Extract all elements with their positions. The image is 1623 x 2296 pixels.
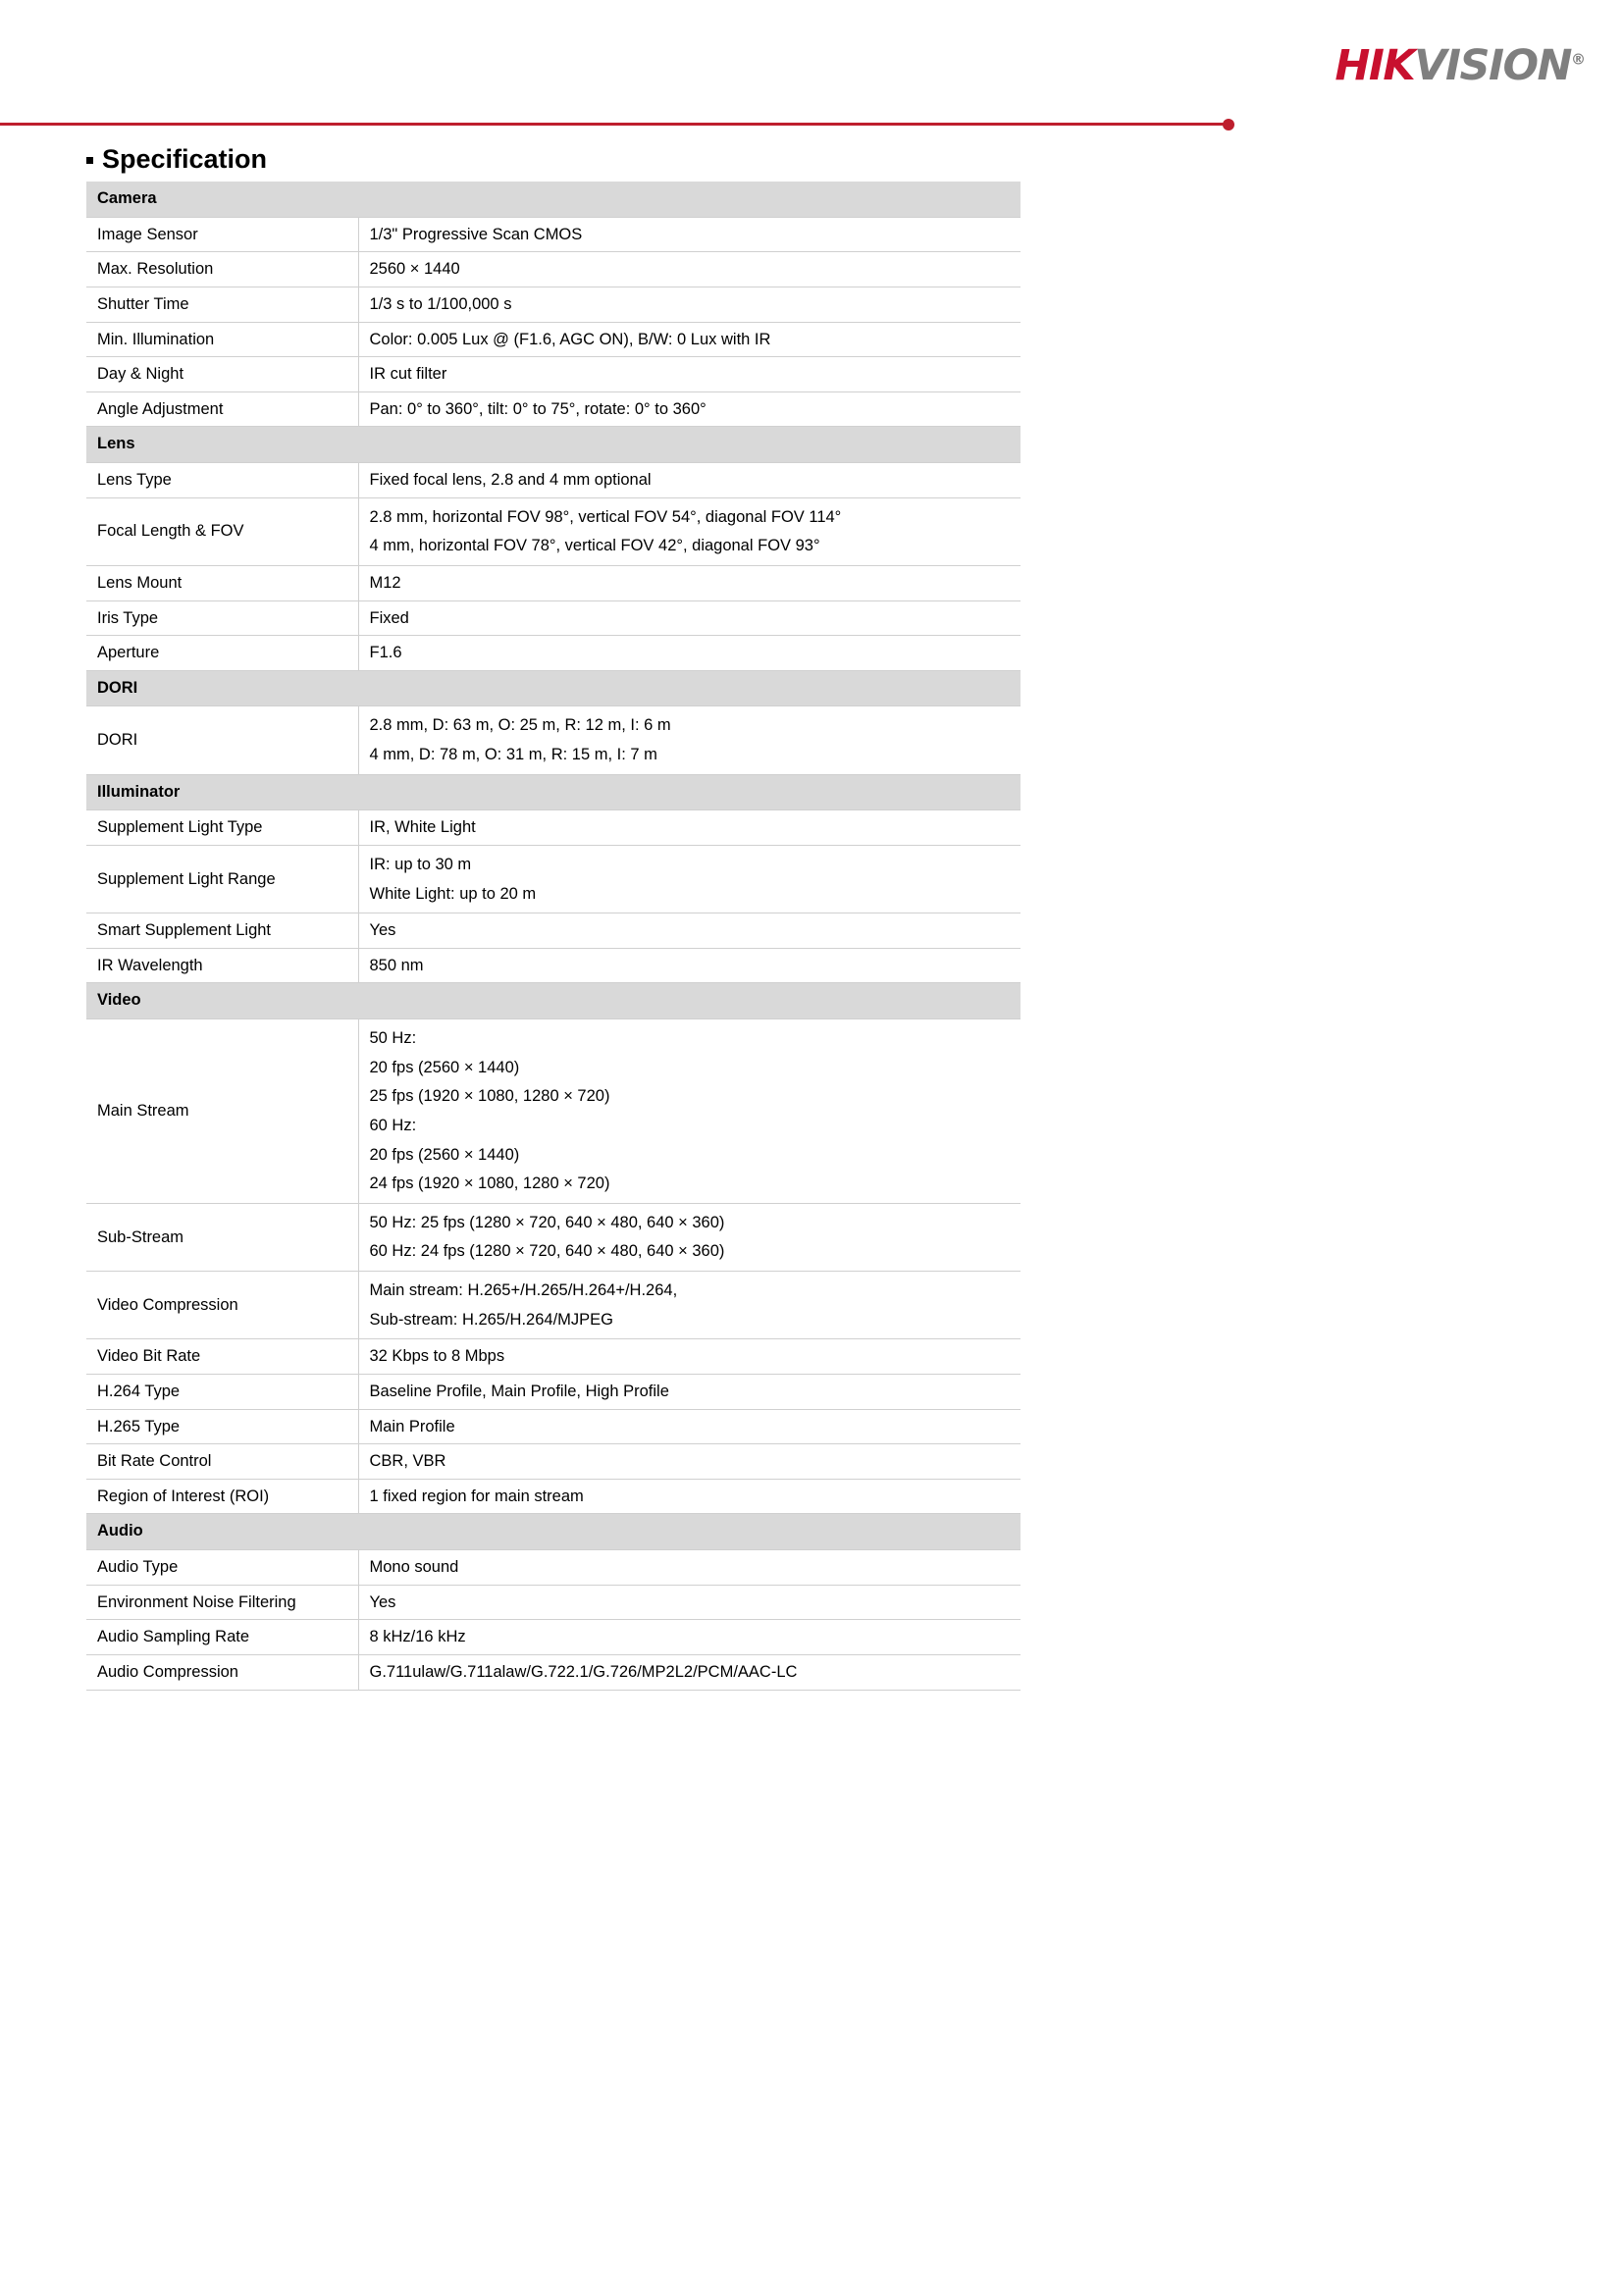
hikvision-logo bbox=[1335, 41, 1586, 90]
spec-label-cell: Image Sensor bbox=[86, 217, 358, 252]
table-row bbox=[86, 1444, 1021, 1480]
spec-value-line: IR: up to 30 m bbox=[369, 855, 472, 873]
table-row bbox=[86, 322, 1021, 357]
table-row bbox=[86, 845, 1021, 913]
logo-text-vision: VISION bbox=[1414, 41, 1571, 90]
spec-label-cell: Audio Compression bbox=[86, 1654, 358, 1690]
spec-label-cell: Day & Night bbox=[86, 357, 358, 392]
spec-label-cell: Environment Noise Filtering bbox=[86, 1585, 358, 1620]
table-row bbox=[86, 1272, 1021, 1339]
table-row bbox=[86, 1409, 1021, 1444]
table-row bbox=[86, 1550, 1021, 1586]
table-row bbox=[86, 1479, 1021, 1514]
table-row bbox=[86, 391, 1021, 427]
table-row bbox=[86, 810, 1021, 846]
spec-label-cell: Lens Type bbox=[86, 463, 358, 498]
spec-value-cell: 8 kHz/16 kHz bbox=[358, 1620, 1021, 1655]
page-title-label: Specification bbox=[102, 144, 268, 174]
spec-value-cell: Mono sound bbox=[358, 1550, 1021, 1586]
spec-value-cell: Baseline Profile, Main Profile, High Profile bbox=[358, 1374, 1021, 1409]
header-divider bbox=[0, 118, 1623, 135]
table-row bbox=[86, 636, 1021, 671]
spec-label-cell: IR Wavelength bbox=[86, 948, 358, 983]
section-header-row bbox=[86, 182, 1021, 217]
section-header-row bbox=[86, 774, 1021, 810]
spec-label-cell: DORI bbox=[86, 706, 358, 774]
spec-label-cell: H.265 Type bbox=[86, 1409, 358, 1444]
spec-value-cell: 850 nm bbox=[358, 948, 1021, 983]
spec-value-cell bbox=[358, 1272, 1021, 1339]
spec-label-cell: Shutter Time bbox=[86, 287, 358, 322]
table-row bbox=[86, 600, 1021, 636]
spec-value-line: 50 Hz: 25 fps (1280 × 720, 640 × 480, 640 × 360) bbox=[369, 1213, 725, 1231]
table-row bbox=[86, 1339, 1021, 1375]
spec-value-cell bbox=[358, 1019, 1021, 1204]
spec-value-cell: Yes bbox=[358, 913, 1021, 949]
table-row bbox=[86, 217, 1021, 252]
section-header-label: DORI bbox=[86, 670, 1021, 706]
spec-value-cell bbox=[358, 845, 1021, 913]
page-title bbox=[86, 145, 267, 175]
spec-label-cell: Audio Sampling Rate bbox=[86, 1620, 358, 1655]
spec-value-line: 4 mm, D: 78 m, O: 31 m, R: 15 m, I: 7 m bbox=[369, 746, 657, 763]
spec-value-cell: 1/3" Progressive Scan CMOS bbox=[358, 217, 1021, 252]
section-header-label: Illuminator bbox=[86, 774, 1021, 810]
spec-label-cell: Max. Resolution bbox=[86, 252, 358, 287]
logo-text-hik: HIK bbox=[1335, 41, 1415, 90]
spec-value-cell: CBR, VBR bbox=[358, 1444, 1021, 1480]
table-row bbox=[86, 565, 1021, 600]
spec-value-cell: Fixed focal lens, 2.8 and 4 mm optional bbox=[358, 463, 1021, 498]
spec-value-cell bbox=[358, 706, 1021, 774]
spec-value-line: 4 mm, horizontal FOV 78°, vertical FOV 42°, diagonal FOV 93° bbox=[369, 537, 820, 555]
spec-value-line: 24 fps (1920 × 1080, 1280 × 720) bbox=[369, 1174, 610, 1193]
spec-label-cell: Main Stream bbox=[86, 1019, 358, 1204]
spec-label-cell: Iris Type bbox=[86, 600, 358, 636]
table-row bbox=[86, 1585, 1021, 1620]
table-row bbox=[86, 463, 1021, 498]
spec-value-cell: Yes bbox=[358, 1585, 1021, 1620]
spec-label-cell: Video Bit Rate bbox=[86, 1339, 358, 1375]
section-header-label: Video bbox=[86, 983, 1021, 1019]
spec-value-cell: G.711ulaw/G.711alaw/G.722.1/G.726/MP2L2/PCM/AAC-LC bbox=[358, 1654, 1021, 1690]
section-header-row bbox=[86, 983, 1021, 1019]
section-header-row bbox=[86, 670, 1021, 706]
table-row bbox=[86, 706, 1021, 774]
table-row bbox=[86, 1620, 1021, 1655]
spec-value-cell: IR, White Light bbox=[358, 810, 1021, 846]
spec-value-line: 60 Hz: 24 fps (1280 × 720, 640 × 480, 640 × 360) bbox=[369, 1242, 725, 1261]
section-header-label: Camera bbox=[86, 182, 1021, 217]
spec-value-line: 60 Hz: bbox=[369, 1116, 417, 1134]
square-bullet-icon bbox=[86, 157, 93, 164]
spec-label-cell: H.264 Type bbox=[86, 1374, 358, 1409]
table-row bbox=[86, 1654, 1021, 1690]
spec-value-cell: 1 fixed region for main stream bbox=[358, 1479, 1021, 1514]
spec-value-cell: 32 Kbps to 8 Mbps bbox=[358, 1339, 1021, 1375]
spec-label-cell: Min. Illumination bbox=[86, 322, 358, 357]
header-divider-line bbox=[0, 123, 1227, 126]
spec-value-line: 50 Hz: bbox=[369, 1029, 417, 1047]
specification-table-container bbox=[86, 182, 1021, 1691]
spec-value-cell: F1.6 bbox=[358, 636, 1021, 671]
header-divider-dot-icon bbox=[1223, 119, 1234, 130]
spec-label-cell: Supplement Light Range bbox=[86, 845, 358, 913]
spec-value-line: White Light: up to 20 m bbox=[369, 884, 537, 903]
spec-value-cell: Color: 0.005 Lux @ (F1.6, AGC ON), B/W: 0 Lux with IR bbox=[358, 322, 1021, 357]
spec-value-line: 25 fps (1920 × 1080, 1280 × 720) bbox=[369, 1087, 610, 1106]
spec-label-cell: Aperture bbox=[86, 636, 358, 671]
spec-value-line: Sub-stream: H.265/H.264/MJPEG bbox=[369, 1310, 614, 1329]
spec-value-cell: M12 bbox=[358, 565, 1021, 600]
spec-value-line: Main stream: H.265+/H.265/H.264+/H.264, bbox=[369, 1281, 678, 1299]
spec-value-line: 20 fps (2560 × 1440) bbox=[369, 1058, 520, 1076]
section-header-label: Lens bbox=[86, 427, 1021, 463]
spec-label-cell: Smart Supplement Light bbox=[86, 913, 358, 949]
table-row bbox=[86, 1374, 1021, 1409]
section-header-row bbox=[86, 427, 1021, 463]
spec-label-cell: Angle Adjustment bbox=[86, 391, 358, 427]
spec-value-line: 2.8 mm, horizontal FOV 98°, vertical FOV 54°, diagonal FOV 114° bbox=[369, 507, 842, 526]
spec-label-cell: Region of Interest (ROI) bbox=[86, 1479, 358, 1514]
spec-value-cell bbox=[358, 1203, 1021, 1271]
table-row bbox=[86, 252, 1021, 287]
spec-label-cell: Audio Type bbox=[86, 1550, 358, 1586]
spec-value-cell: 2560 × 1440 bbox=[358, 252, 1021, 287]
specification-table bbox=[86, 182, 1021, 1691]
spec-value-cell bbox=[358, 497, 1021, 565]
table-row bbox=[86, 948, 1021, 983]
spec-label-cell: Lens Mount bbox=[86, 565, 358, 600]
section-header-label: Audio bbox=[86, 1514, 1021, 1550]
table-row bbox=[86, 357, 1021, 392]
spec-value-line: 20 fps (2560 × 1440) bbox=[369, 1145, 520, 1164]
specification-table-body bbox=[86, 182, 1021, 1690]
spec-value-line: 2.8 mm, D: 63 m, O: 25 m, R: 12 m, I: 6 m bbox=[369, 716, 671, 735]
spec-value-cell: Main Profile bbox=[358, 1409, 1021, 1444]
table-row bbox=[86, 497, 1021, 565]
table-row bbox=[86, 287, 1021, 322]
section-header-row bbox=[86, 1514, 1021, 1550]
spec-label-cell: Sub-Stream bbox=[86, 1203, 358, 1271]
table-row bbox=[86, 1203, 1021, 1271]
page-header bbox=[0, 0, 1623, 120]
spec-label-cell: Bit Rate Control bbox=[86, 1444, 358, 1480]
table-row bbox=[86, 1019, 1021, 1204]
spec-value-cell: 1/3 s to 1/100,000 s bbox=[358, 287, 1021, 322]
table-row bbox=[86, 913, 1021, 949]
spec-label-cell: Supplement Light Type bbox=[86, 810, 358, 846]
spec-value-cell: Fixed bbox=[358, 600, 1021, 636]
registered-trademark-icon: ® bbox=[1571, 50, 1586, 69]
spec-value-cell: Pan: 0° to 360°, tilt: 0° to 75°, rotate: 0° to 360° bbox=[358, 391, 1021, 427]
spec-label-cell: Focal Length & FOV bbox=[86, 497, 358, 565]
spec-value-cell: IR cut filter bbox=[358, 357, 1021, 392]
spec-label-cell: Video Compression bbox=[86, 1272, 358, 1339]
